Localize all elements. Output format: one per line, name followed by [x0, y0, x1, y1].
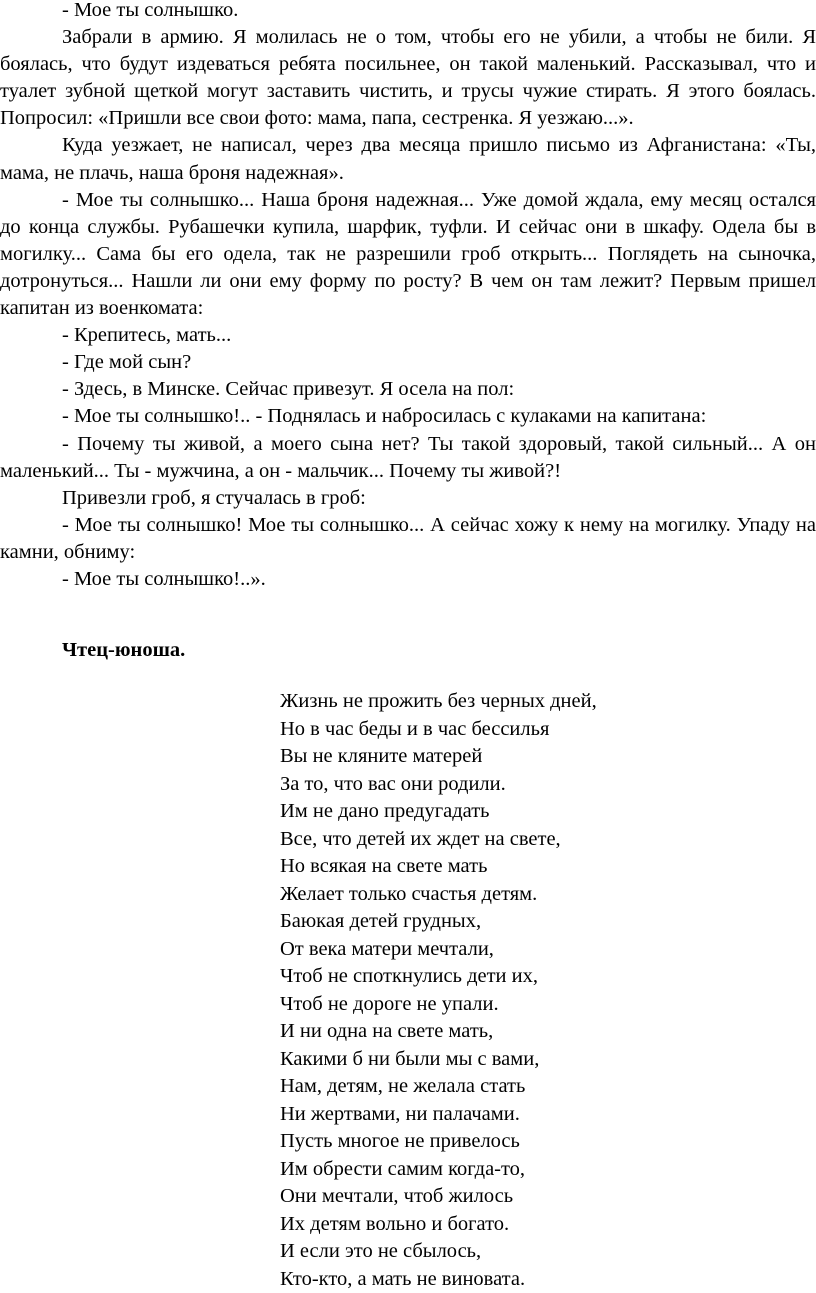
poem-line: За то, что вас они родили. [280, 771, 597, 799]
poem-line: И если это не сбылось, [280, 1238, 597, 1266]
poem-line: Ни жертвами, ни палачами. [280, 1101, 597, 1129]
paragraph: Забрали в армию. Я молилась не о том, чтобы его не убили, а чтобы не били. Я боялась, что будут издеваться ребята посильнее, он такой маленький. Рассказывал, что и туалет зубной щеткой могут заставить чистить, и трусы чужие стирать. Я этого боялась. Попросил: «Пришли все свои фото: мама, папа, сестренка. Я уезжаю...». [0, 24, 816, 132]
poem-line: Они мечтали, чтоб жилось [280, 1183, 597, 1211]
paragraph: - Мое ты солнышко... Наша броня надежная... Уже домой ждала, ему месяц остался до конца службы. Рубашечки купила, шарфик, туфли. И сейчас они в шкафу. Одела бы в могилку... Сама бы его одела, так не разрешили гроб открыть... Поглядеть на сыночка, дотронуться... Нашли ли они ему форму по росту? В чем он там лежит? Первым пришел капитан из военкомата: [0, 187, 816, 322]
poem [280, 688, 597, 1293]
poem-line: Им не дано предугадать [280, 798, 597, 826]
poem-line: Им обрести самим когда-то, [280, 1156, 597, 1184]
poem-line: Но в час беды и в час бессилья [280, 716, 597, 744]
poem-line: Их детям вольно и богато. [280, 1211, 597, 1239]
paragraph: - Мое ты солнышко! Мое ты солнышко... А сейчас хожу к нему на могилку. Упаду на камни, обниму: [0, 512, 816, 566]
paragraph: Куда уезжает, не написал, через два месяца пришло письмо из Афганистана: «Ты, мама, не плачь, наша броня надежная». [0, 132, 816, 186]
paragraph: - Где мой сын? [0, 349, 816, 376]
poem-line: Но всякая на свете мать [280, 853, 597, 881]
poem-line: Чтоб не дороге не упали. [280, 991, 597, 1019]
poem-line: От века матери мечтали, [280, 936, 597, 964]
paragraph: - Здесь, в Минске. Сейчас привезут. Я осела на пол: [0, 376, 816, 403]
poem-line: Кто-кто, а мать не виновата. [280, 1266, 597, 1293]
poem-line: Баюкая детей грудных, [280, 908, 597, 936]
poem-line: Жизнь не прожить без черных дней, [280, 688, 597, 716]
poem-line: Все, что детей их ждет на свете, [280, 826, 597, 854]
reader-heading: Чтец-юноша. [62, 637, 185, 664]
poem-line: Пусть многое не привелось [280, 1128, 597, 1156]
paragraph: - Почему ты живой, а моего сына нет? Ты такой здоровый, такой сильный... А он маленький... Ты - мужчина, а он - мальчик... Почему ты живой?! [0, 431, 816, 485]
paragraph: Привезли гроб, я стучалась в гроб: [0, 485, 816, 512]
poem-line: Чтоб не споткнулись дети их, [280, 963, 597, 991]
prose-block [0, 0, 816, 593]
poem-line: Какими б ни были мы с вами, [280, 1046, 597, 1074]
paragraph: - Мое ты солнышко!..». [0, 566, 816, 593]
paragraph: - Мое ты солнышко!.. - Поднялась и набросилась с кулаками на капитана: [0, 403, 816, 430]
poem-line: Вы не кляните матерей [280, 743, 597, 771]
poem-line: И ни одна на свете мать, [280, 1018, 597, 1046]
poem-line: Желает только счастья детям. [280, 881, 597, 909]
paragraph: - Крепитесь, мать... [0, 322, 816, 349]
paragraph: - Мое ты солнышко. [0, 0, 816, 24]
poem-line: Нам, детям, не желала стать [280, 1073, 597, 1101]
